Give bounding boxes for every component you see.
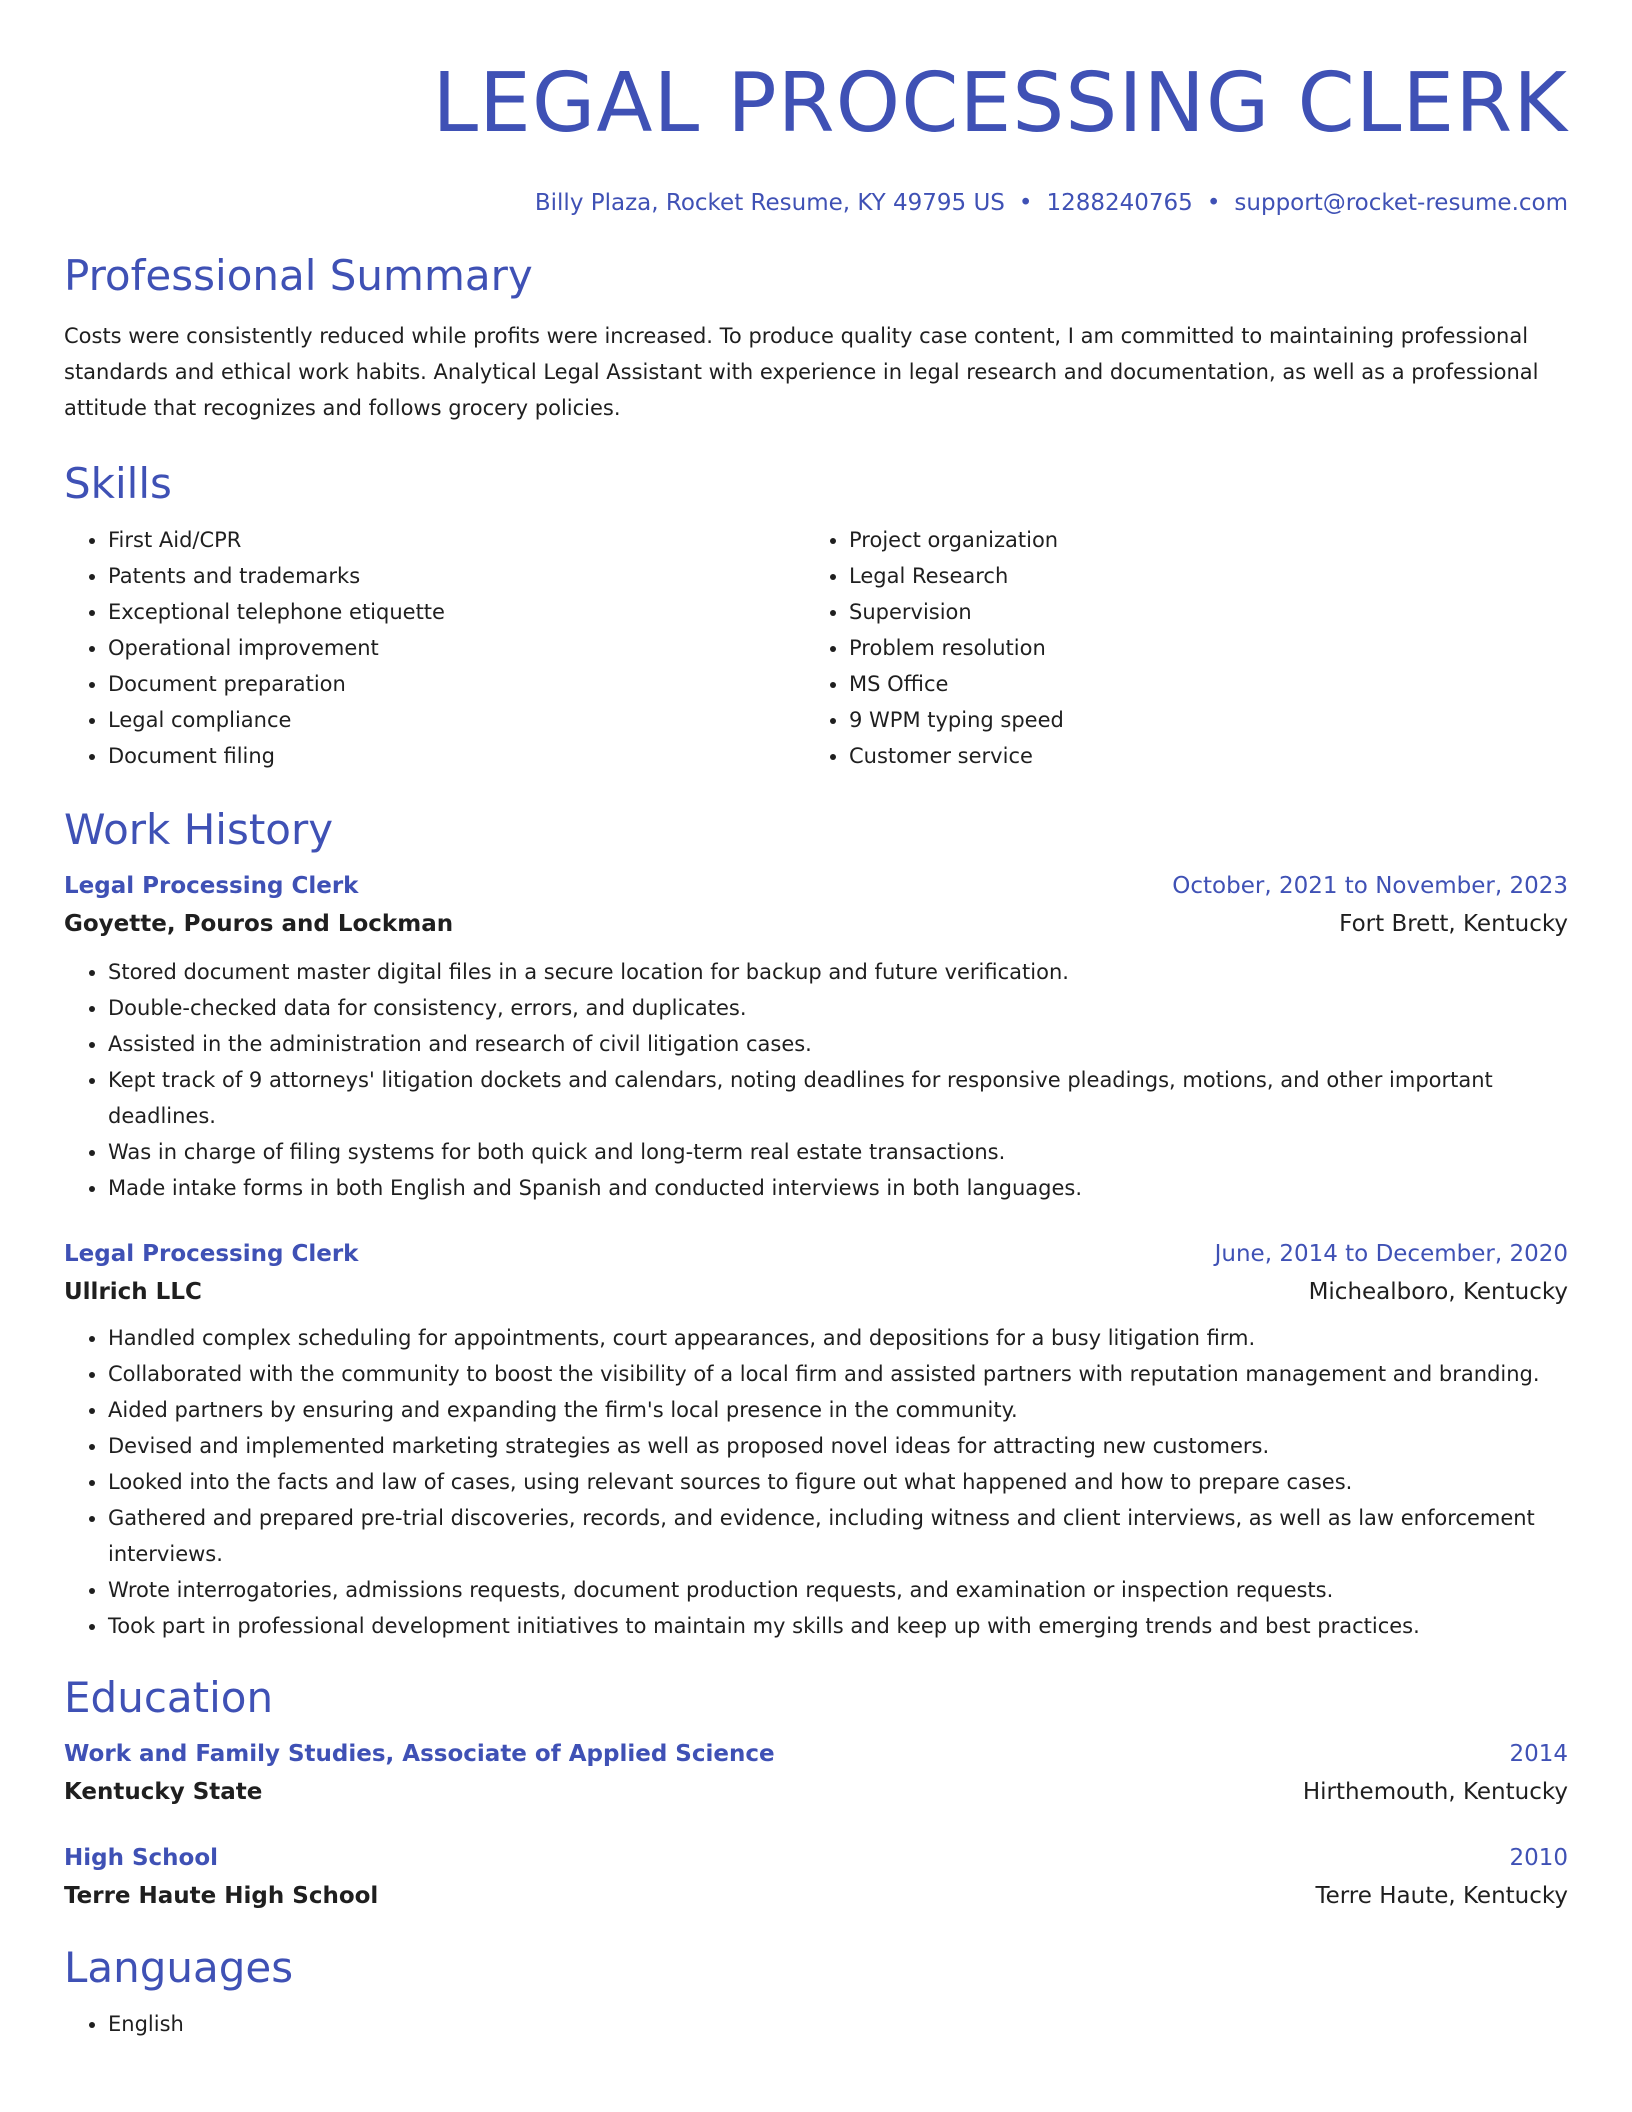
job-company-row <box>64 1272 1568 1312</box>
skill-item: • Operational improvement <box>108 630 805 666</box>
job-header-row <box>64 868 1568 904</box>
skills-section <box>64 458 1568 774</box>
job-bullet: • Aided partners by ensuring and expanding the firm's local presence in the community. <box>108 1392 1568 1428</box>
phone-text: 1288240765 <box>1046 190 1193 216</box>
skill-item: • Legal Research <box>849 558 1546 594</box>
job-dates: October, 2021 to November, 2023 <box>1172 873 1568 899</box>
job-bullet: • Stored document master digital files in a secure location for backup and future verification. <box>108 954 1568 990</box>
school-location: Terre Haute, Kentucky <box>1315 1883 1568 1909</box>
summary-section <box>64 250 1568 426</box>
job-bullet: • Assisted in the administration and research of civil litigation cases. <box>108 1026 1568 1062</box>
education-school-row <box>64 1876 1568 1916</box>
company-name: Ullrich LLC <box>64 1279 202 1305</box>
skill-item: • Document preparation <box>108 666 805 702</box>
skill-item: • Problem resolution <box>849 630 1546 666</box>
job-dates: June, 2014 to December, 2020 <box>1214 1241 1568 1267</box>
work-history-heading: Work History <box>64 805 334 854</box>
education-header-row <box>64 1840 1568 1876</box>
skills-column-right <box>805 522 1546 774</box>
skill-item: • First Aid/CPR <box>108 522 805 558</box>
separator-dot: • <box>1018 190 1033 216</box>
job-title: Legal Processing Clerk <box>64 1241 359 1267</box>
graduation-year: 2010 <box>1509 1845 1568 1871</box>
skill-item: • Supervision <box>849 594 1546 630</box>
separator-dot: • <box>1206 190 1221 216</box>
skill-item: • Customer service <box>849 738 1546 774</box>
job-bullets <box>64 1320 1568 1644</box>
education-heading: Education <box>64 1673 274 1722</box>
degree-title: High School <box>64 1845 219 1871</box>
job-bullet: • Devised and implemented marketing strategies as well as proposed novel ideas for attracting new customers. <box>108 1428 1568 1464</box>
job-bullet: • Looked into the facts and law of cases, using relevant sources to figure out what happened and how to prepare cases. <box>108 1464 1568 1500</box>
school-location: Hirthemouth, Kentucky <box>1302 1779 1568 1805</box>
job-entry <box>64 868 1568 1206</box>
job-title: Legal Processing Clerk <box>64 873 359 899</box>
skills-column-left <box>64 522 805 774</box>
job-bullet: • Collaborated with the community to boost the visibility of a local firm and assisted partners with reputation management and branding. <box>108 1356 1568 1392</box>
job-bullet: • Wrote interrogatories, admissions requests, document production requests, and examination or inspection requests. <box>108 1572 1568 1608</box>
candidate-title: LEGAL PROCESSING CLERK <box>432 56 1568 151</box>
skill-item: • MS Office <box>849 666 1546 702</box>
job-bullet: • Was in charge of filing systems for both quick and long-term real estate transactions. <box>108 1134 1568 1170</box>
job-bullet: • Gathered and prepared pre-trial discoveries, records, and evidence, including witness and client interviews, as well as law enforcement interviews. <box>108 1500 1568 1572</box>
job-company-row <box>64 904 1568 944</box>
skills-columns <box>64 522 1568 774</box>
graduation-year: 2014 <box>1509 1741 1568 1767</box>
skills-heading: Skills <box>64 459 172 508</box>
job-bullet: • Kept track of 9 attorneys' litigation dockets and calendars, noting deadlines for responsive pleadings, motions, and other important deadlines. <box>108 1062 1568 1134</box>
job-bullet: • Made intake forms in both English and Spanish and conducted interviews in both languages. <box>108 1170 1568 1206</box>
summary-text: Costs were consistently reduced while profits were increased. To produce quality case content, I am committed to maintaining professional standards and ethical work habits. Analytical Legal Assistant with experience in legal research and documentation, as well as a professional attitude that recognizes and follows grocery policies. <box>64 324 1539 420</box>
education-entry <box>64 1736 1568 1812</box>
education-school-row <box>64 1772 1568 1812</box>
skill-item: • 9 WPM typing speed <box>849 702 1546 738</box>
work-history-section <box>64 804 1568 1644</box>
job-header-row <box>64 1236 1568 1272</box>
job-entry <box>64 1236 1568 1644</box>
education-header-row <box>64 1736 1568 1772</box>
job-location: Fort Brett, Kentucky <box>1339 911 1568 937</box>
job-location: Michealboro, Kentucky <box>1308 1279 1568 1305</box>
school-name: Terre Haute High School <box>64 1883 379 1909</box>
contact-line <box>64 190 1568 216</box>
education-section <box>64 1672 1568 1916</box>
job-bullet: • Took part in professional development initiatives to maintain my skills and keep up with emerging trends and best practices. <box>108 1608 1568 1644</box>
company-name: Goyette, Pouros and Lockman <box>64 911 454 937</box>
education-entry <box>64 1840 1568 1916</box>
job-bullets <box>64 954 1568 1206</box>
skill-item: • Patents and trademarks <box>108 558 805 594</box>
skill-item: • Legal compliance <box>108 702 805 738</box>
email-text: support@rocket-resume.com <box>1234 190 1568 216</box>
skill-item: • Document filing <box>108 738 805 774</box>
job-bullet: • Double-checked data for consistency, errors, and duplicates. <box>108 990 1568 1026</box>
resume-header <box>64 56 1568 216</box>
job-bullet: • Handled complex scheduling for appointments, court appearances, and depositions for a busy litigation firm. <box>108 1320 1568 1356</box>
skill-item: • Exceptional telephone etiquette <box>108 594 805 630</box>
summary-heading: Professional Summary <box>64 251 533 300</box>
degree-title: Work and Family Studies, Associate of Applied Science <box>64 1741 775 1767</box>
languages-list <box>64 2006 1568 2042</box>
language-item: • English <box>108 2006 1568 2042</box>
skill-item: • Project organization <box>849 522 1546 558</box>
school-name: Kentucky State <box>64 1779 263 1805</box>
languages-section <box>64 1942 1568 2042</box>
languages-heading: Languages <box>64 1943 294 1992</box>
address-text: Billy Plaza, Rocket Resume, KY 49795 US <box>534 190 1005 216</box>
